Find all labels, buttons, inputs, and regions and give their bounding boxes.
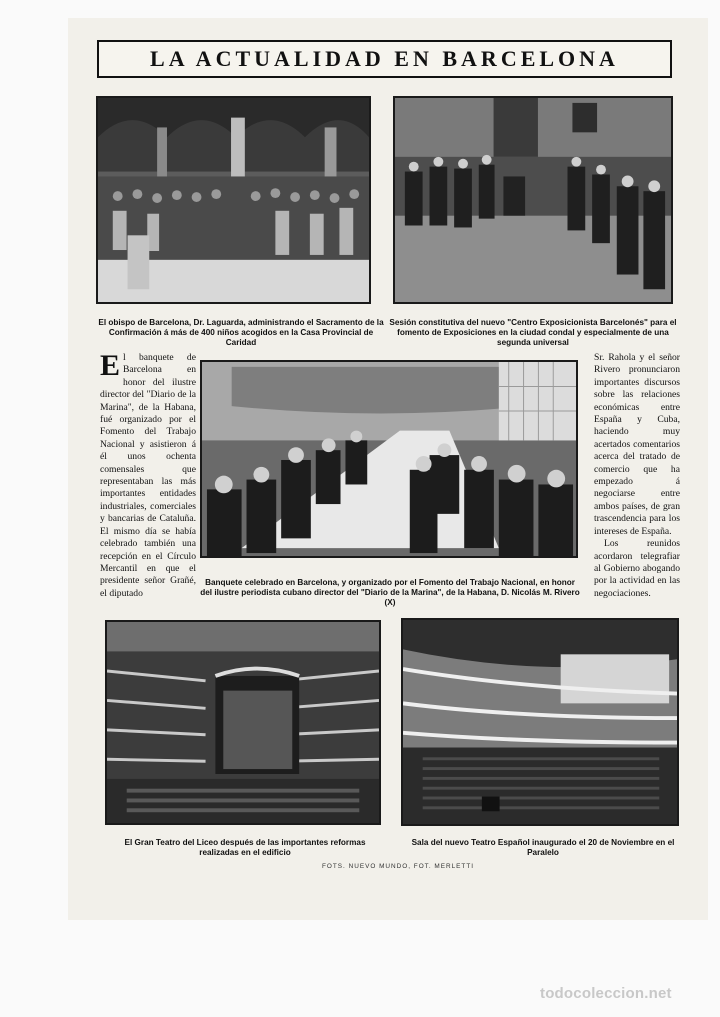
page-title: LA ACTUALIDAD EN BARCELONA <box>150 46 619 71</box>
photo-credit: FOTS. NUEVO MUNDO, FOT. MERLETTI <box>322 863 475 870</box>
watermark: todocoleccion.net <box>540 985 672 1002</box>
photo-liceo <box>105 620 381 825</box>
article-right-text-2: Los reunidos acordaron telegrafiar al Gobierno abogando por la actividad en las negociaciones. <box>594 538 680 599</box>
photo-confirmation <box>96 96 371 304</box>
article-left-column <box>100 349 196 600</box>
caption-liceo: El Gran Teatro del Liceo después de las importantes reformas realizadas en el edificio <box>124 838 366 857</box>
photo-session <box>393 96 673 304</box>
article-left-text: l banquete de Barcelona en honor del ilustre director del "Diario de la Marina", de la Habana, fué organizado por el Fomento del Trabajo Nacional y asistieron á él unos ochenta comensales que representaban las más importantes entidades industriales, comerciales y bancarias de Cataluña. El mismo día se había celebrado también una recepción en el Círculo Mercantil en que el presidente señor Grañé, el diputado <box>100 352 196 599</box>
article-right-column <box>594 352 680 600</box>
caption-confirmation: El obispo de Barcelona, Dr. Laguarda, administrando el Sacramento de la Confirmación á más de 400 niños acogidos en la Casa Provincial de Caridad <box>98 318 384 347</box>
article-dropcap: E <box>100 349 121 382</box>
caption-teatro-espanol: Sala del nuevo Teatro Español inaugurado el 20 de Noviembre en el Paralelo <box>411 838 675 857</box>
article-right-text: Sr. Rahola y el señor Rivero pronunciaron importantes discursos sobre las relaciones económicas entre España y Cuba, haciendo muy acertados comentarios acerca del tratado de comercio que ha empezado á negociarse entre ambos países, de gran trascendencia para los intereses de España. <box>594 352 680 537</box>
photo-banquet <box>200 360 578 558</box>
caption-session: Sesión constitutiva del nuevo "Centro Exposicionista Barcelonés" para el fomento de Exposiciones en la ciudad condal y especialmente de una segunda universal <box>389 318 677 347</box>
photo-teatro-espanol <box>401 618 679 826</box>
caption-banquet: Banquete celebrado en Barcelona, y organizado por el Fomento del Trabajo Nacional, en honor del ilustre periodista cubano director del "Diario de la Marina", de la Habana, D. Nicolás M. Rivero (X) <box>200 578 580 607</box>
page-title-box <box>97 40 672 78</box>
